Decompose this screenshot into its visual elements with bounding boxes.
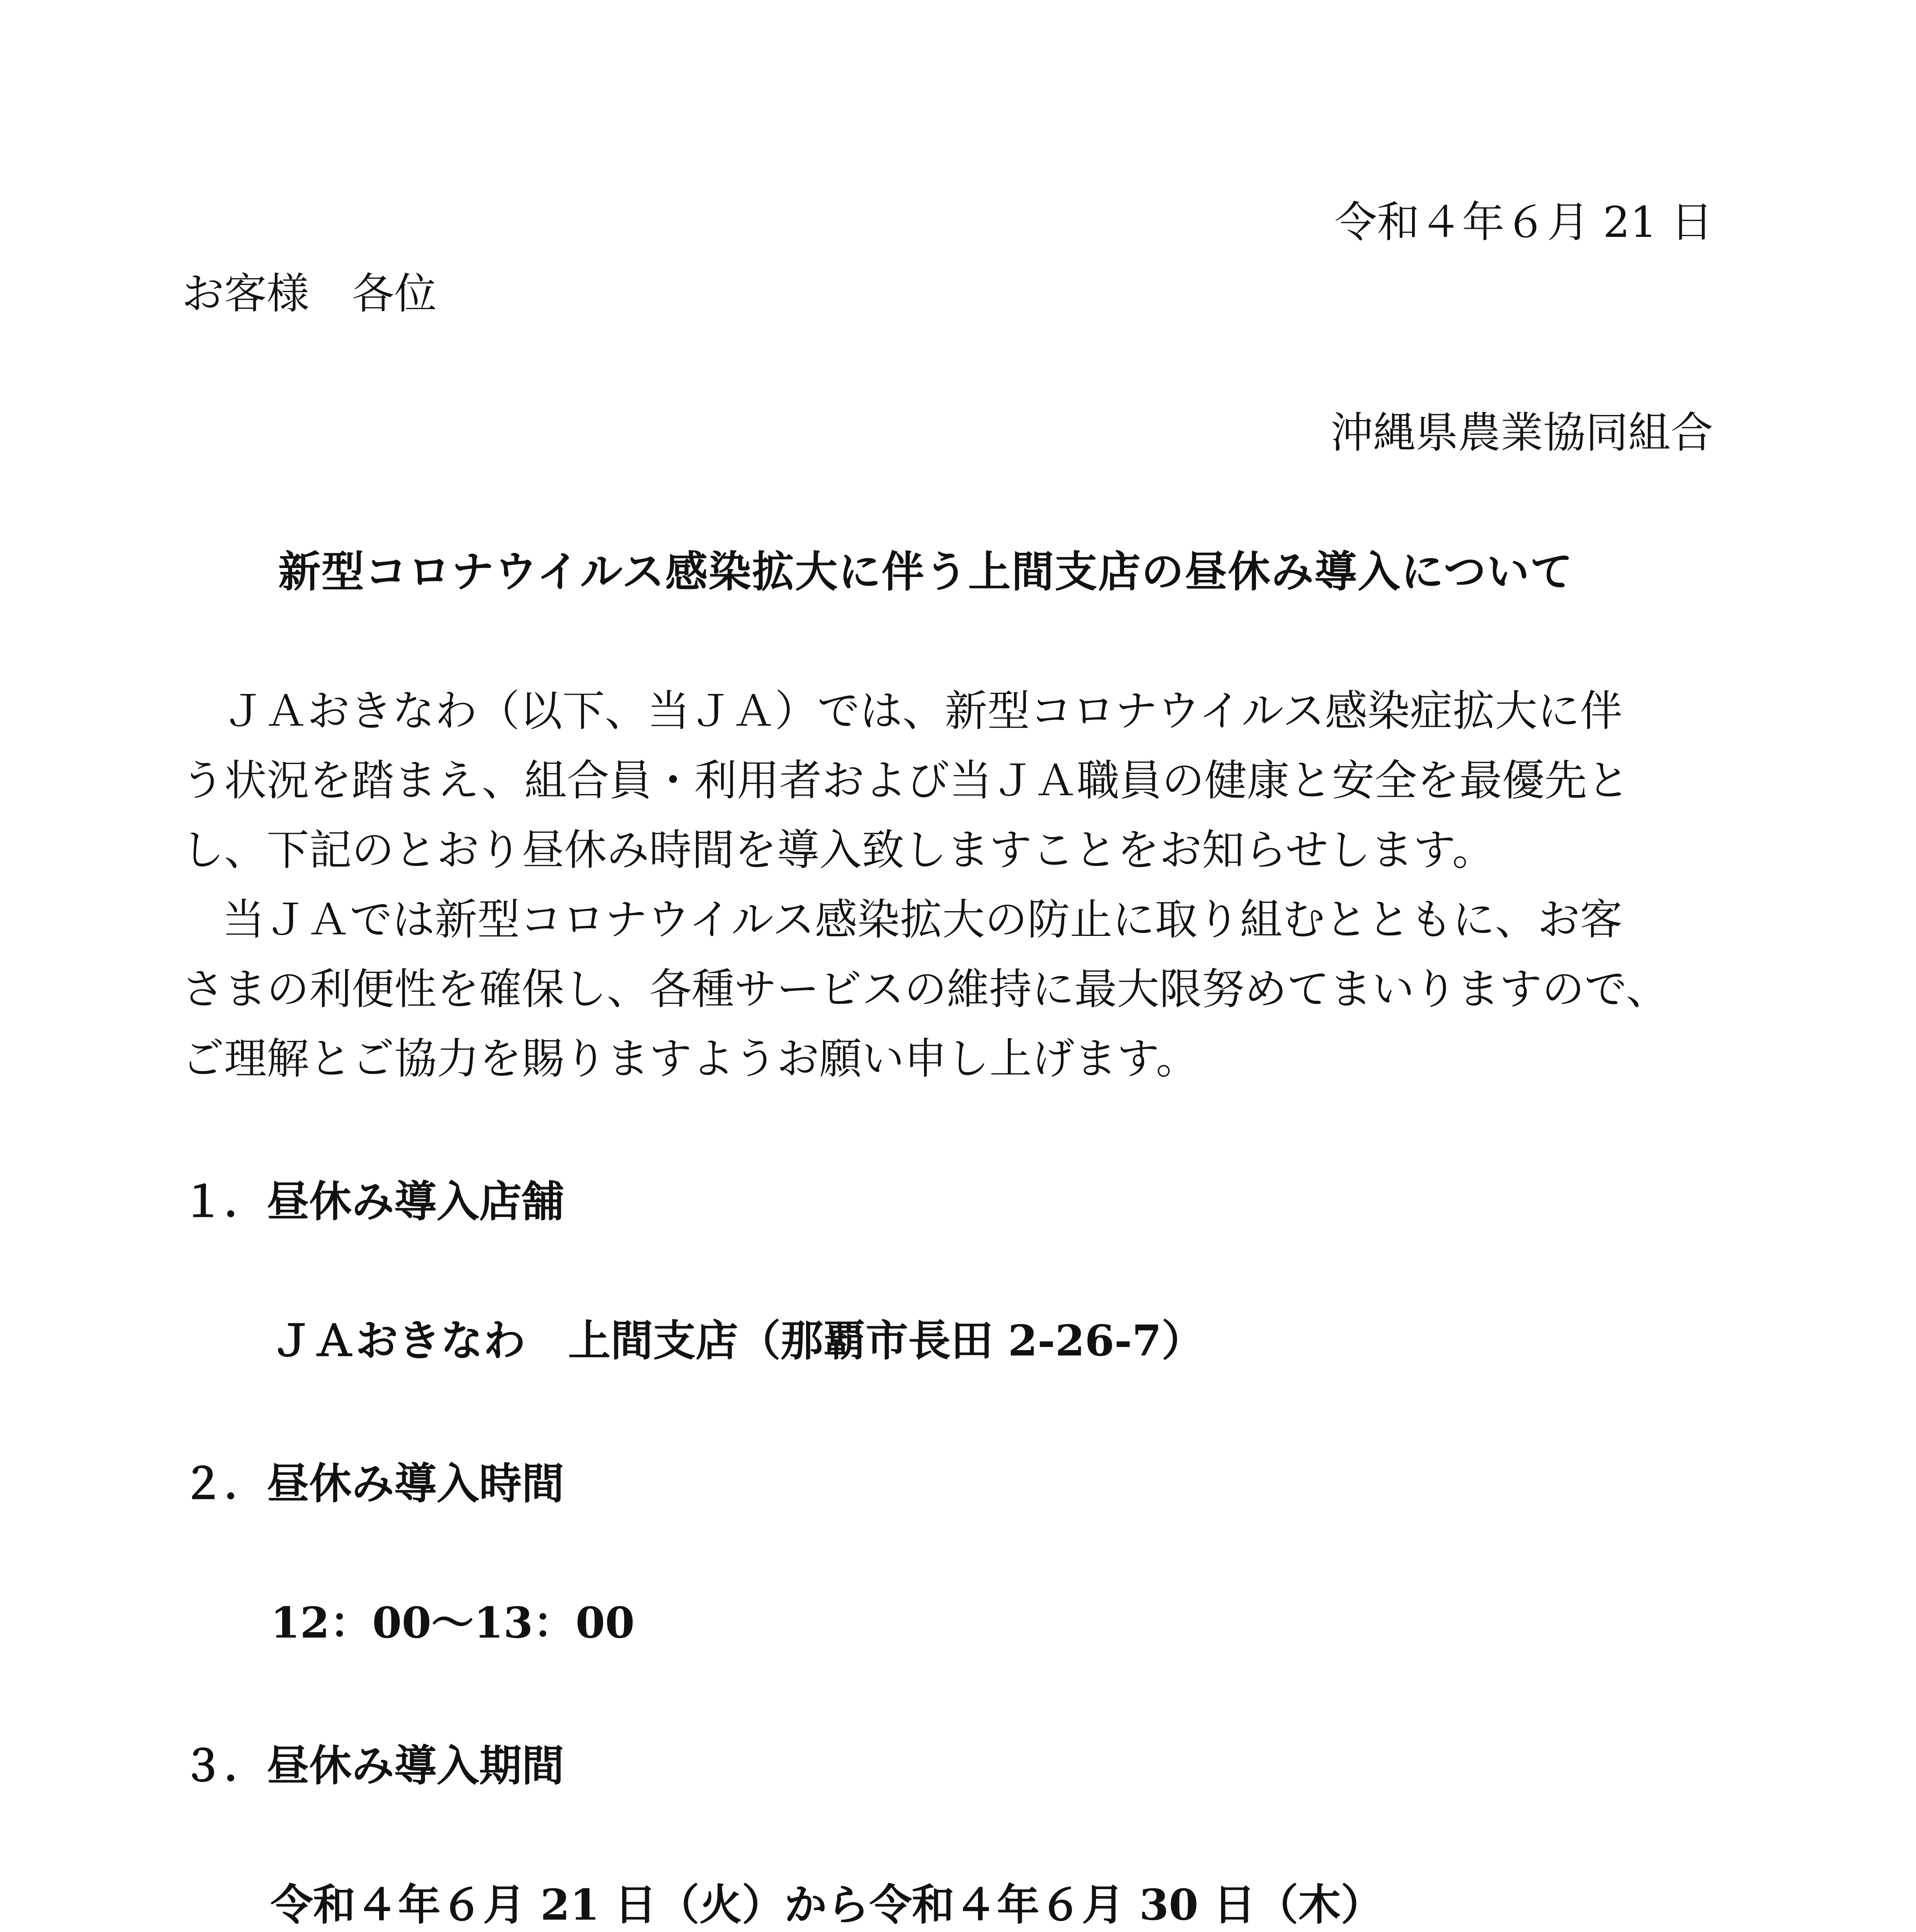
sender: 沖縄県農業協同組合 <box>1331 408 1713 457</box>
section-heading: ３．昼休み導入期間 <box>182 1741 564 1791</box>
section-content: 令和４年６月 21 日（火）から令和４年６月 30 日（木） <box>271 1880 1383 1930</box>
intro-line: し、下記のとおり昼休み時間を導入致しますことをお知らせします。 <box>182 825 1495 875</box>
document-date: 令和４年６月 21 日 <box>1334 197 1713 247</box>
recipient: お客様 各位 <box>182 269 437 318</box>
intro-line: ご理解とご協力を賜りますようお願い申し上げます。 <box>182 1034 1199 1083</box>
intro-line: 当ＪＡでは新型コロナウイルス感染拡大の防止に取り組むとともに、お客 <box>222 895 1623 944</box>
intro-line: う状況を踏まえ、組合員・利用者および当ＪＡ職員の健康と安全を最優先と <box>182 756 1630 805</box>
section-heading: ２．昼休み導入時間 <box>182 1459 564 1509</box>
section-content: 12：00～13：00 <box>271 1598 635 1648</box>
section-content: ＪＡおきなわ 上間支店（那覇市長田 2-26-7） <box>271 1316 1204 1366</box>
document-title: 新型コロナウイルス感染拡大に伴う上間支店の昼休み導入について <box>278 547 1574 597</box>
section-heading: １．昼休み導入店舗 <box>182 1177 564 1226</box>
intro-line: さまの利便性を確保し、各種サービスの維持に最大限努めてまいりますので、 <box>182 964 1669 1014</box>
intro-line: ＪＡおきなわ（以下、当ＪＡ）では、新型コロナウイルス感染症拡大に伴 <box>222 686 1623 736</box>
